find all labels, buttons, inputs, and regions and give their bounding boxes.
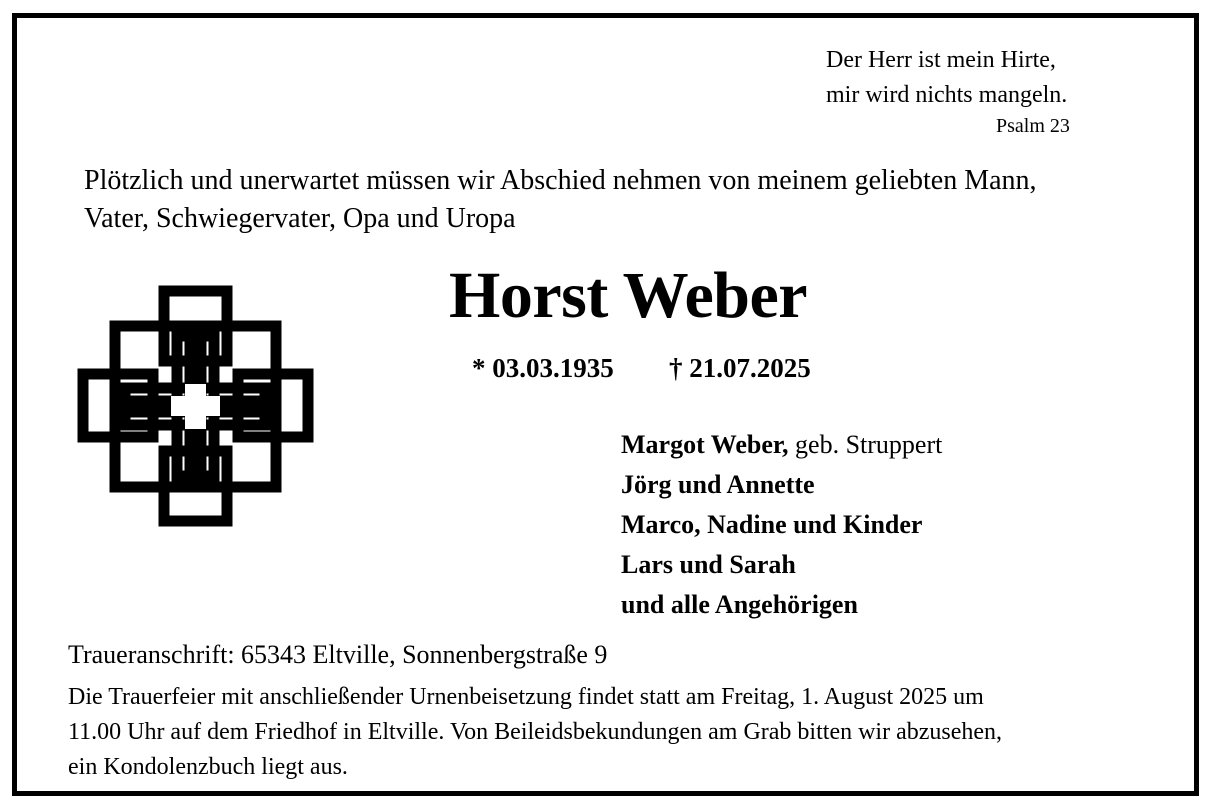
- mourner-line: Margot Weber, geb. Struppert: [621, 430, 943, 459]
- psalm-line-2: mir wird nichts mangeln.: [826, 82, 1068, 108]
- mourner-line: und alle Angehörigen: [621, 590, 858, 619]
- psalm-line-1: Der Herr ist mein Hirte,: [826, 47, 1056, 73]
- psalm-reference: Psalm 23: [996, 115, 1070, 137]
- mourner-line: Jörg und Annette: [621, 470, 815, 499]
- deceased-name: Horst Weber: [449, 259, 808, 332]
- intro-line-1: Plötzlich und unerwartet müssen wir Abschied nehmen von meinem geliebten Mann,: [84, 165, 1037, 196]
- ceremony-line-3: ein Kondolenzbuch liegt aus.: [68, 754, 348, 780]
- birth-date: * 03.03.1935: [472, 353, 614, 383]
- intro-line-2: Vater, Schwiegervater, Opa und Uropa: [84, 203, 516, 234]
- mourner-line: Lars und Sarah: [621, 550, 796, 579]
- death-date: † 21.07.2025: [669, 353, 811, 383]
- mourning-address: Traueranschrift: 65343 Eltville, Sonnenbergstraße 9: [68, 640, 608, 669]
- ceremony-line-1: Die Trauerfeier mit anschließender Urnenbeisetzung findet statt am Freitag, 1. August 2025 um: [68, 684, 984, 710]
- interlaced-cross-icon: [63, 276, 323, 536]
- ceremony-line-2: 11.00 Uhr auf dem Friedhof in Eltville. Von Beileidsbekundungen am Grab bitten wir abzusehen,: [68, 719, 1003, 745]
- mourner-line: Marco, Nadine und Kinder: [621, 510, 923, 539]
